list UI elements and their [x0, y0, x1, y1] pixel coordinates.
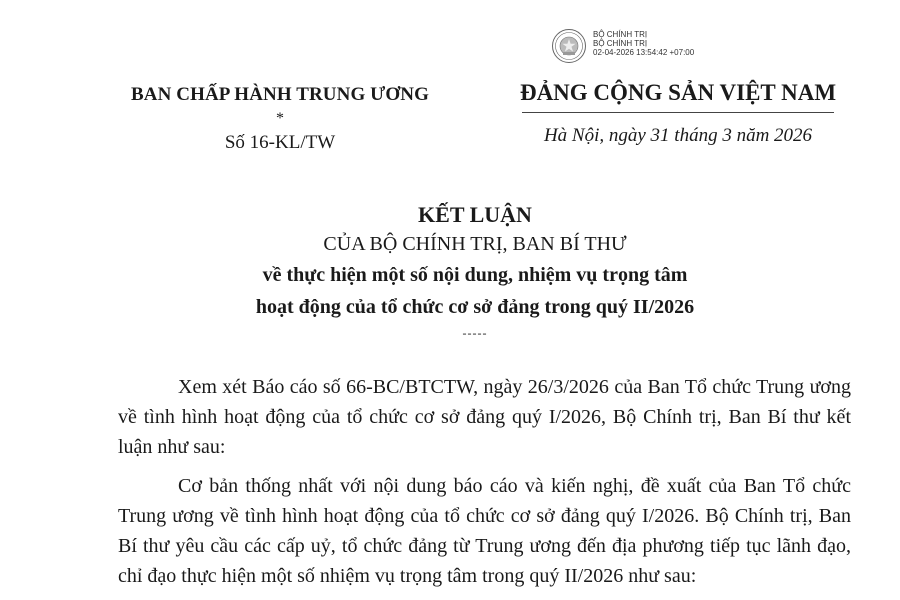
document-type: KẾT LUẬN: [418, 202, 532, 227]
title-divider: -----: [462, 326, 488, 340]
digital-signature: [551, 28, 694, 64]
subject-line-1: về thực hiện một số nội dung, nhiệm vụ trọng tâm: [262, 264, 688, 286]
signature-signer: BỘ CHÍNH TRỊ: [593, 30, 648, 39]
body-paragraph-1: Xem xét Báo cáo số 66-BC/BTCTW, ngày 26/3/2026 của Ban Tổ chức Trung ương về tình hình hoạt động của tổ chức cơ sở đảng quý I/2026, Bộ Chính trị, Ban Bí thư kết luận như sau:: [118, 376, 851, 458]
place-date: Hà Nội, ngày 31 tháng 3 năm 2026: [543, 125, 813, 146]
title-block: [0, 201, 900, 339]
subject-line-2: hoạt động của tổ chức cơ sở đảng trong quý II/2026: [255, 296, 695, 318]
issuing-body-block: [98, 84, 462, 154]
emblem-seal-icon: [551, 28, 587, 64]
header-star: *: [276, 110, 284, 127]
signature-timestamp: 02-04-2026 13:54:42 +07:00: [593, 48, 695, 57]
document-body: [118, 372, 851, 600]
issuer-line: CỦA BỘ CHÍNH TRỊ, BAN BÍ THƯ: [323, 233, 627, 255]
party-block: [508, 80, 848, 147]
party-underline: [522, 112, 834, 113]
signature-organization: BỘ CHÍNH TRỊ: [593, 39, 648, 48]
issuing-body: BAN CHẤP HÀNH TRUNG ƯƠNG: [131, 84, 429, 105]
document-number: Số 16-KL/TW: [224, 132, 336, 153]
body-paragraph-2: Cơ bản thống nhất với nội dung báo cáo và kiến nghị, đề xuất của Ban Tổ chức Trung ương về tình hình hoạt động của tổ chức cơ sở đảng quý I/2026. Bộ Chính trị, Ban Bí thư yêu cầu các cấp uỷ, tổ chức đảng từ Trung ương đến địa phương tiếp tục lãnh đạo, chỉ đạo thực hiện một số nhiệm vụ trọng tâm trong quý II/2026 như sau:: [118, 475, 851, 587]
party-name: ĐẢNG CỘNG SẢN VIỆT NAM: [519, 80, 837, 105]
